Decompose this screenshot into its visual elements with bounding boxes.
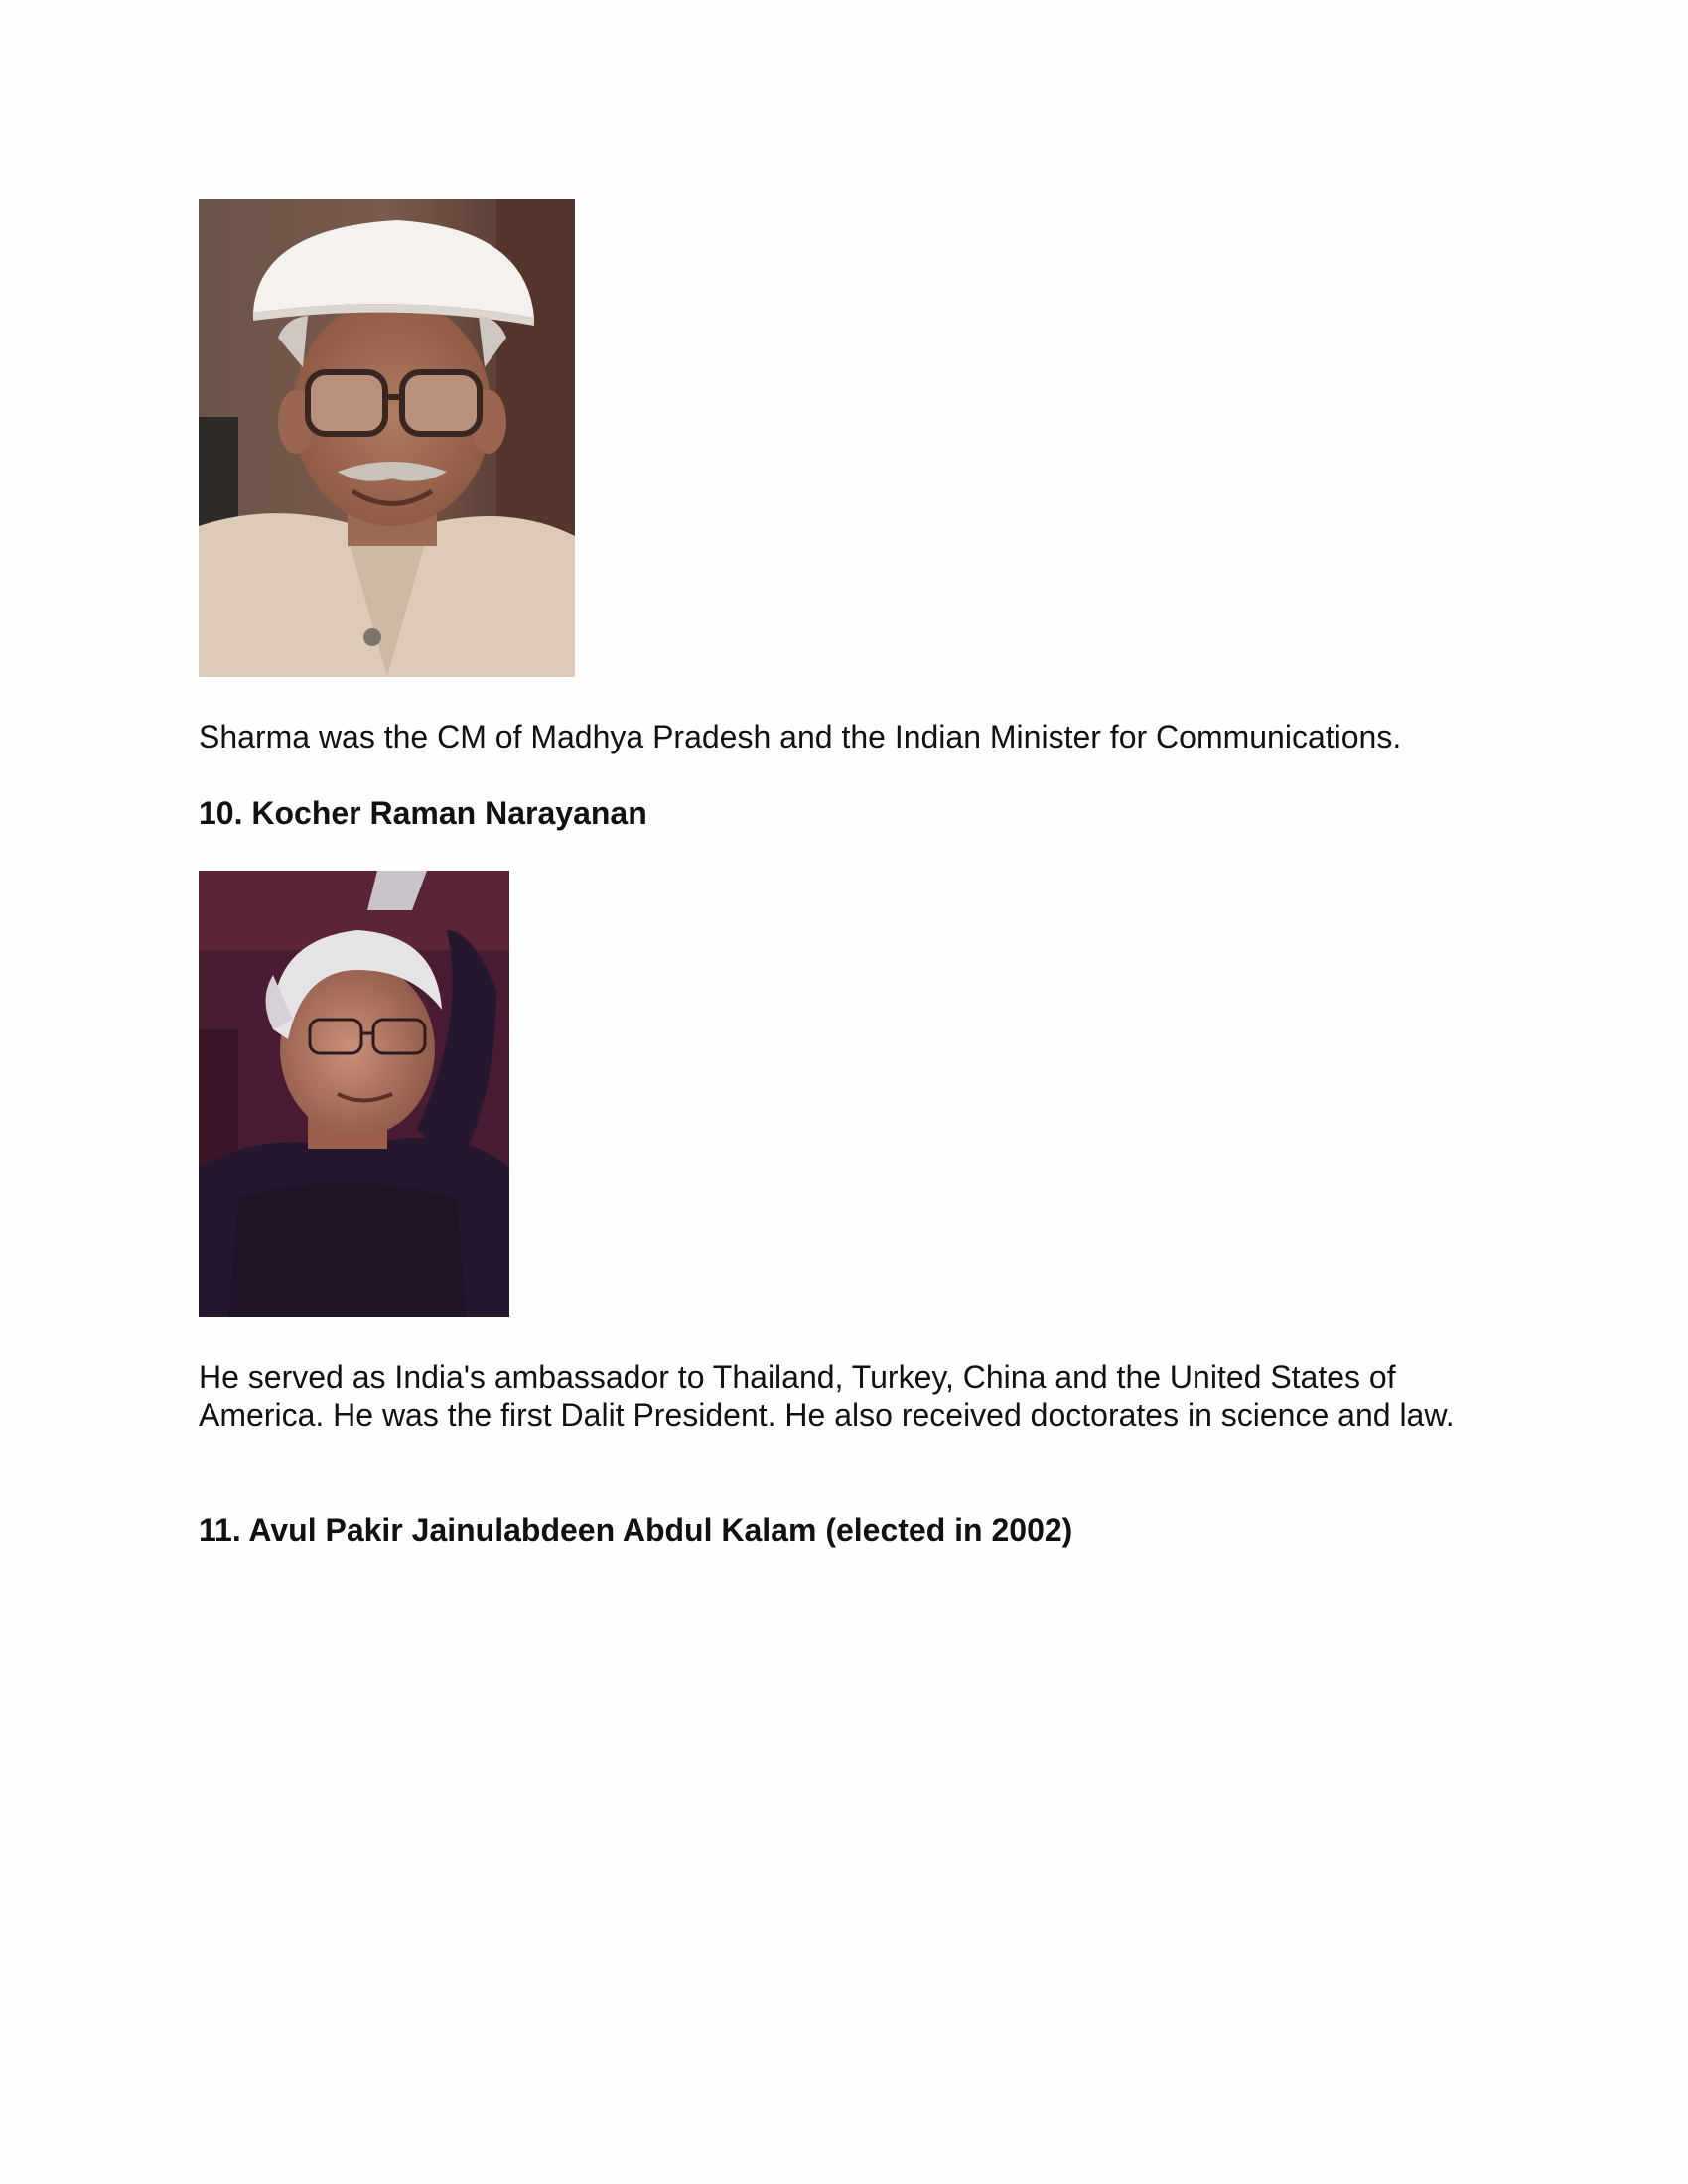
narayanan-portrait-photo [199, 871, 509, 1317]
sharma-portrait-photo [199, 199, 575, 677]
narayanan-description: He served as India's ambassador to Thailand, Turkey, China and the United States of America. He was the first Dalit President. He also received doctorates in science and law. [199, 1359, 1455, 1433]
heading-kocher-raman-narayanan: 10. Kocher Raman Narayanan [199, 795, 647, 831]
heading-abdul-kalam: 11. Avul Pakir Jainulabdeen Abdul Kalam (elected in 2002) [199, 1512, 1073, 1548]
sharma-description: Sharma was the CM of Madhya Pradesh and the Indian Minister for Communications. [199, 719, 1402, 754]
